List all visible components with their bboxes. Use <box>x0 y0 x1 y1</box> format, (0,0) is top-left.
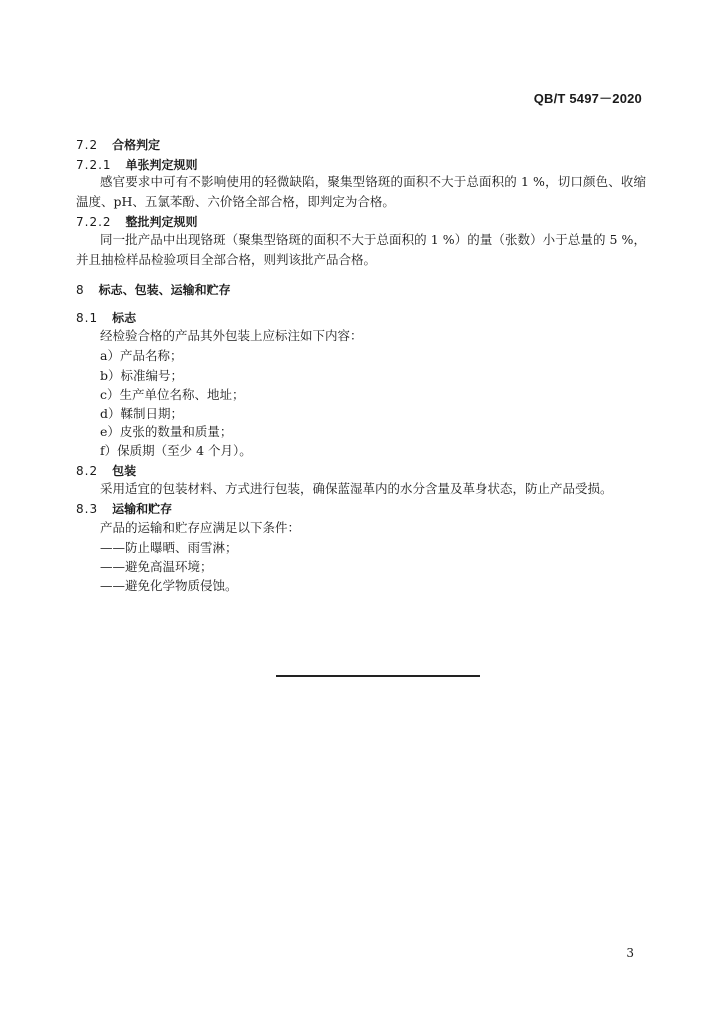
list-item: f）保质期（至少 4 个月）。 <box>100 443 252 458</box>
section-title: 标志 <box>112 311 137 325</box>
section-title: 合格判定 <box>112 138 161 152</box>
section-heading-8-3 <box>76 501 172 517</box>
section-number: 7.2.2 <box>76 215 112 229</box>
section-heading-7-2-2 <box>76 214 198 230</box>
list-item: b）标准编号； <box>100 368 184 383</box>
page-number: 3 <box>626 946 634 960</box>
paragraph-8-1-intro: 经检验合格的产品其外包装上应标注如下内容： <box>100 328 363 343</box>
list-item: c）生产单位名称、地址； <box>100 387 245 402</box>
standard-code: QB/T 5497－2020 <box>533 91 642 106</box>
section-heading-8-1 <box>76 310 136 326</box>
section-title: 运输和贮存 <box>112 502 173 516</box>
section-heading-7-2 <box>76 137 160 153</box>
section-number: 8.3 <box>76 502 99 516</box>
section-number: 8.2 <box>76 464 99 478</box>
list-item: e）皮张的数量和质量； <box>100 424 233 439</box>
paragraph-7-2-1: 感官要求中可有不影响使用的轻微缺陷，聚集型铬斑的面积不大于总面积的 1 %，切口颜色、收缩温度、pH、五氯苯酚、六价铬全部合格，即判定为合格。 <box>76 174 646 209</box>
section-heading-8 <box>76 282 231 298</box>
section-heading-7-2-1 <box>76 157 198 173</box>
section-heading-8-2 <box>76 463 136 479</box>
section-title: 整批判定规则 <box>125 215 198 229</box>
section-number: 8.1 <box>76 311 99 325</box>
section-number: 7.2 <box>76 138 99 152</box>
section-number: 7.2.1 <box>76 158 112 172</box>
list-item: d）鞣制日期； <box>100 406 184 421</box>
section-title: 标志、包装、运输和贮存 <box>98 283 231 297</box>
paragraph-7-2-2: 同一批产品中出现铬斑（聚集型铬斑的面积不大于总面积的 1 %）的量（张数）小于总量的 5 %，并且抽检样品检验项目全部合格，则判该批产品合格。 <box>76 232 646 267</box>
section-title: 包装 <box>112 464 137 478</box>
paragraph-8-3-intro: 产品的运输和贮存应满足以下条件： <box>100 520 301 535</box>
section-title: 单张判定规则 <box>125 158 198 172</box>
section-number: 8 <box>76 283 85 297</box>
list-item: ——防止曝晒、雨雪淋； <box>100 540 238 555</box>
paragraph-8-2: 采用适宜的包装材料、方式进行包装，确保蓝湿革内的水分含量及革身状态，防止产品受损。 <box>100 481 613 496</box>
list-item: ——避免化学物质侵蚀。 <box>100 578 238 593</box>
end-of-standard-rule <box>276 675 480 677</box>
list-item: ——避免高温环境； <box>100 559 213 574</box>
list-item: a）产品名称； <box>100 348 183 363</box>
